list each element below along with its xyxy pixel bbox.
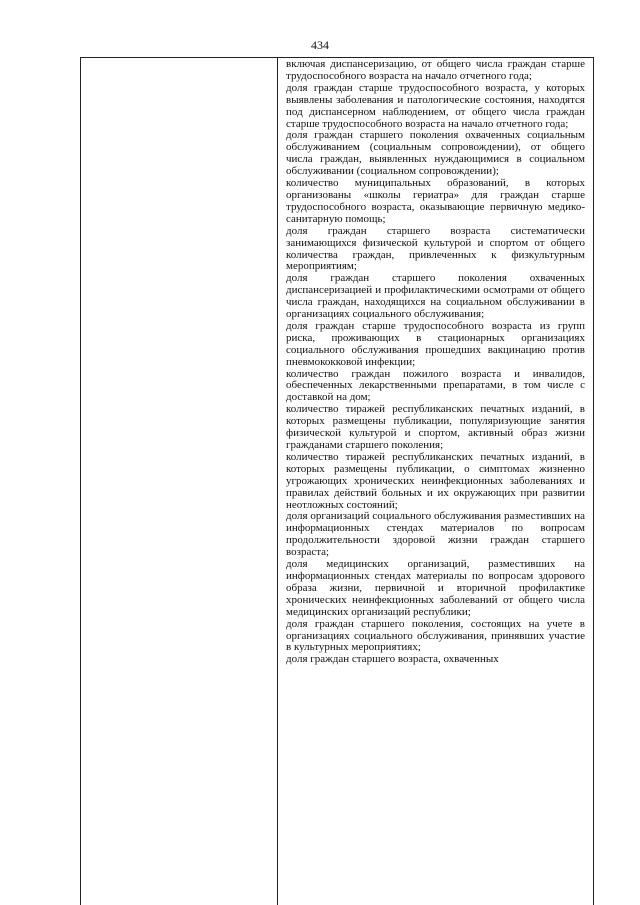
indicator-paragraph: доля граждан старше трудоспособного возраста, у которых выявлены заболевания и патологические состояния, находятся под диспансерном наблюдением, от общего числа граждан старше трудоспособного возраста на начало отчетного года; (286, 81, 585, 130)
indicator-paragraph: количество муниципальных образований, в которых организованы «школы гериатра» для граждан старше трудоспособного возраста, оказывающие первичную медико-санитарную помощь; (286, 177, 585, 225)
indicator-paragraph: количество граждан пожилого возраста и инвалидов, обеспеченных лекарственными препаратами, в том числе с доставкой на дом; (286, 367, 585, 404)
indicator-paragraph: доля граждан старшего возраста, охваченных (286, 653, 499, 666)
indicator-table (80, 57, 594, 905)
indicator-paragraph: включая диспансеризацию, от общего числа граждан старше трудоспособного возраста на начало отчетного года; (286, 58, 585, 82)
table-right-cell (278, 58, 593, 905)
indicator-paragraph: доля граждан старшего поколения, состоящих на учете в организациях социального обслуживания, принявших участие в культурных мероприятиях; (286, 617, 585, 654)
indicator-paragraph: доля граждан старшего поколения охваченных диспансеризацией и профилактическими осмотрами от общего числа граждан, находящихся на социальном обслуживании в организациях социального обслуживания; (286, 272, 585, 321)
indicator-paragraph: доля граждан старшего возраста систематически занимающихся физической культурой и спортом от общего количества граждан, привлеченных к физкультурным мероприятиям; (286, 224, 585, 273)
indicator-paragraph: доля граждан старше трудоспособного возраста из групп риска, проживающих в стационарных организациях социального обслуживания прошедших вакцинацию против пневмококковой инфекции; (286, 319, 585, 368)
indicator-paragraph: доля организаций социального обслуживания разместивших на информационных стендах материалов по вопросам продолжительности здоровой жизни граждан старшего возраста; (286, 510, 585, 559)
indicator-paragraph: количество тиражей республиканских печатных изданий, в которых размещены публикации, популяризующие занятия физической культурой и спортом, активный образ жизни гражданами старшего поколения; (286, 403, 585, 451)
indicator-paragraph: доля медицинских организаций, разместивших на информационных стендах материалы по вопросам здорового образа жизни, первичной и вторичной профилактике хронических неинфекционных заболеваний от общего числа медицинских организаций республики; (286, 558, 585, 618)
indicator-paragraph: количество тиражей республиканских печатных изданий, в которых размещены публикации, о симптомах жизненно угрожающих хронических неинфекционных заболеваниях и правилах действий больных и их окружающих при развитии неотложных состояний; (286, 450, 585, 511)
indicator-paragraph: доля граждан старшего поколения охваченных социальным обслуживанием (социальным сопровождении), от общего числа граждан, выявленных нуждающимися в социальном обслуживании (социальном сопровождении); (286, 129, 585, 178)
table-left-cell (81, 58, 278, 905)
page-number: 434 (311, 38, 329, 52)
